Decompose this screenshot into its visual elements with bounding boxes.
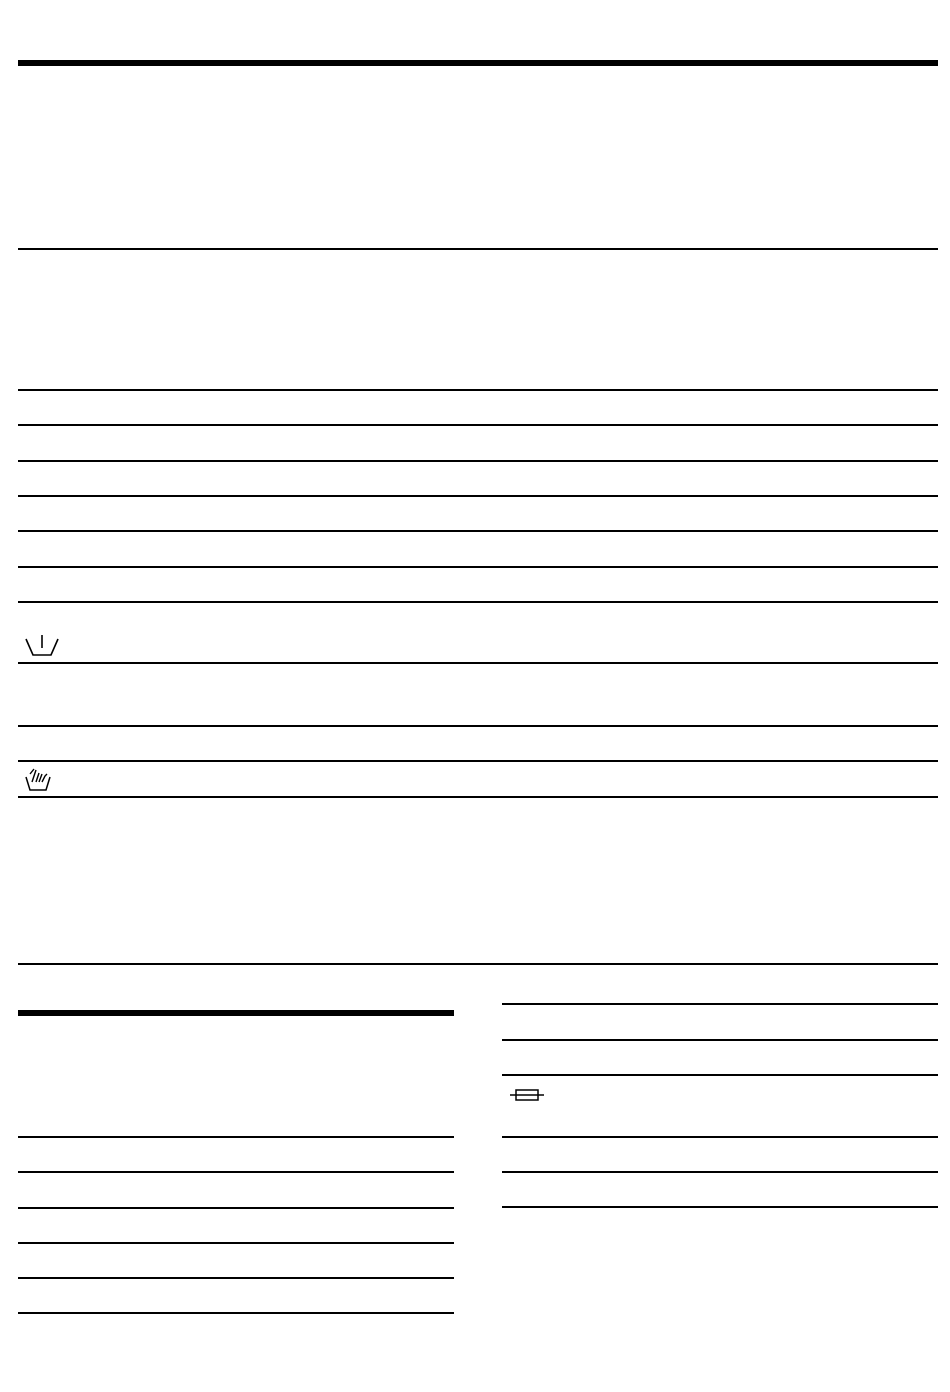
table-rule <box>18 725 938 727</box>
table-rule <box>18 530 938 532</box>
table-rule <box>502 1206 938 1208</box>
top-heavy-rule <box>18 60 938 66</box>
table-rule <box>18 248 938 250</box>
table-rule <box>18 424 938 426</box>
table-rule <box>18 495 938 497</box>
table-rule <box>502 1003 938 1005</box>
table-rule <box>18 601 938 603</box>
table-rule <box>18 460 938 462</box>
table-rule <box>502 1039 938 1041</box>
table-rule <box>18 662 938 664</box>
fuse-icon <box>510 1088 544 1107</box>
table-rule <box>502 1074 938 1076</box>
table-rule <box>18 389 938 391</box>
table-rule <box>18 760 938 762</box>
table-rule <box>18 1312 454 1314</box>
hand-wash-icon <box>24 766 52 797</box>
table-rule <box>18 1136 454 1138</box>
wash-tub-icon <box>24 634 60 663</box>
table-rule <box>18 1242 454 1244</box>
table-rule <box>18 566 938 568</box>
table-rule <box>18 796 938 798</box>
table-rule <box>18 1207 454 1209</box>
table-rule <box>502 1171 938 1173</box>
table-rule <box>502 1136 938 1138</box>
section-heavy-rule <box>18 1010 454 1016</box>
table-rule <box>18 1171 454 1173</box>
table-rule <box>18 1277 454 1279</box>
table-rule <box>18 963 938 965</box>
